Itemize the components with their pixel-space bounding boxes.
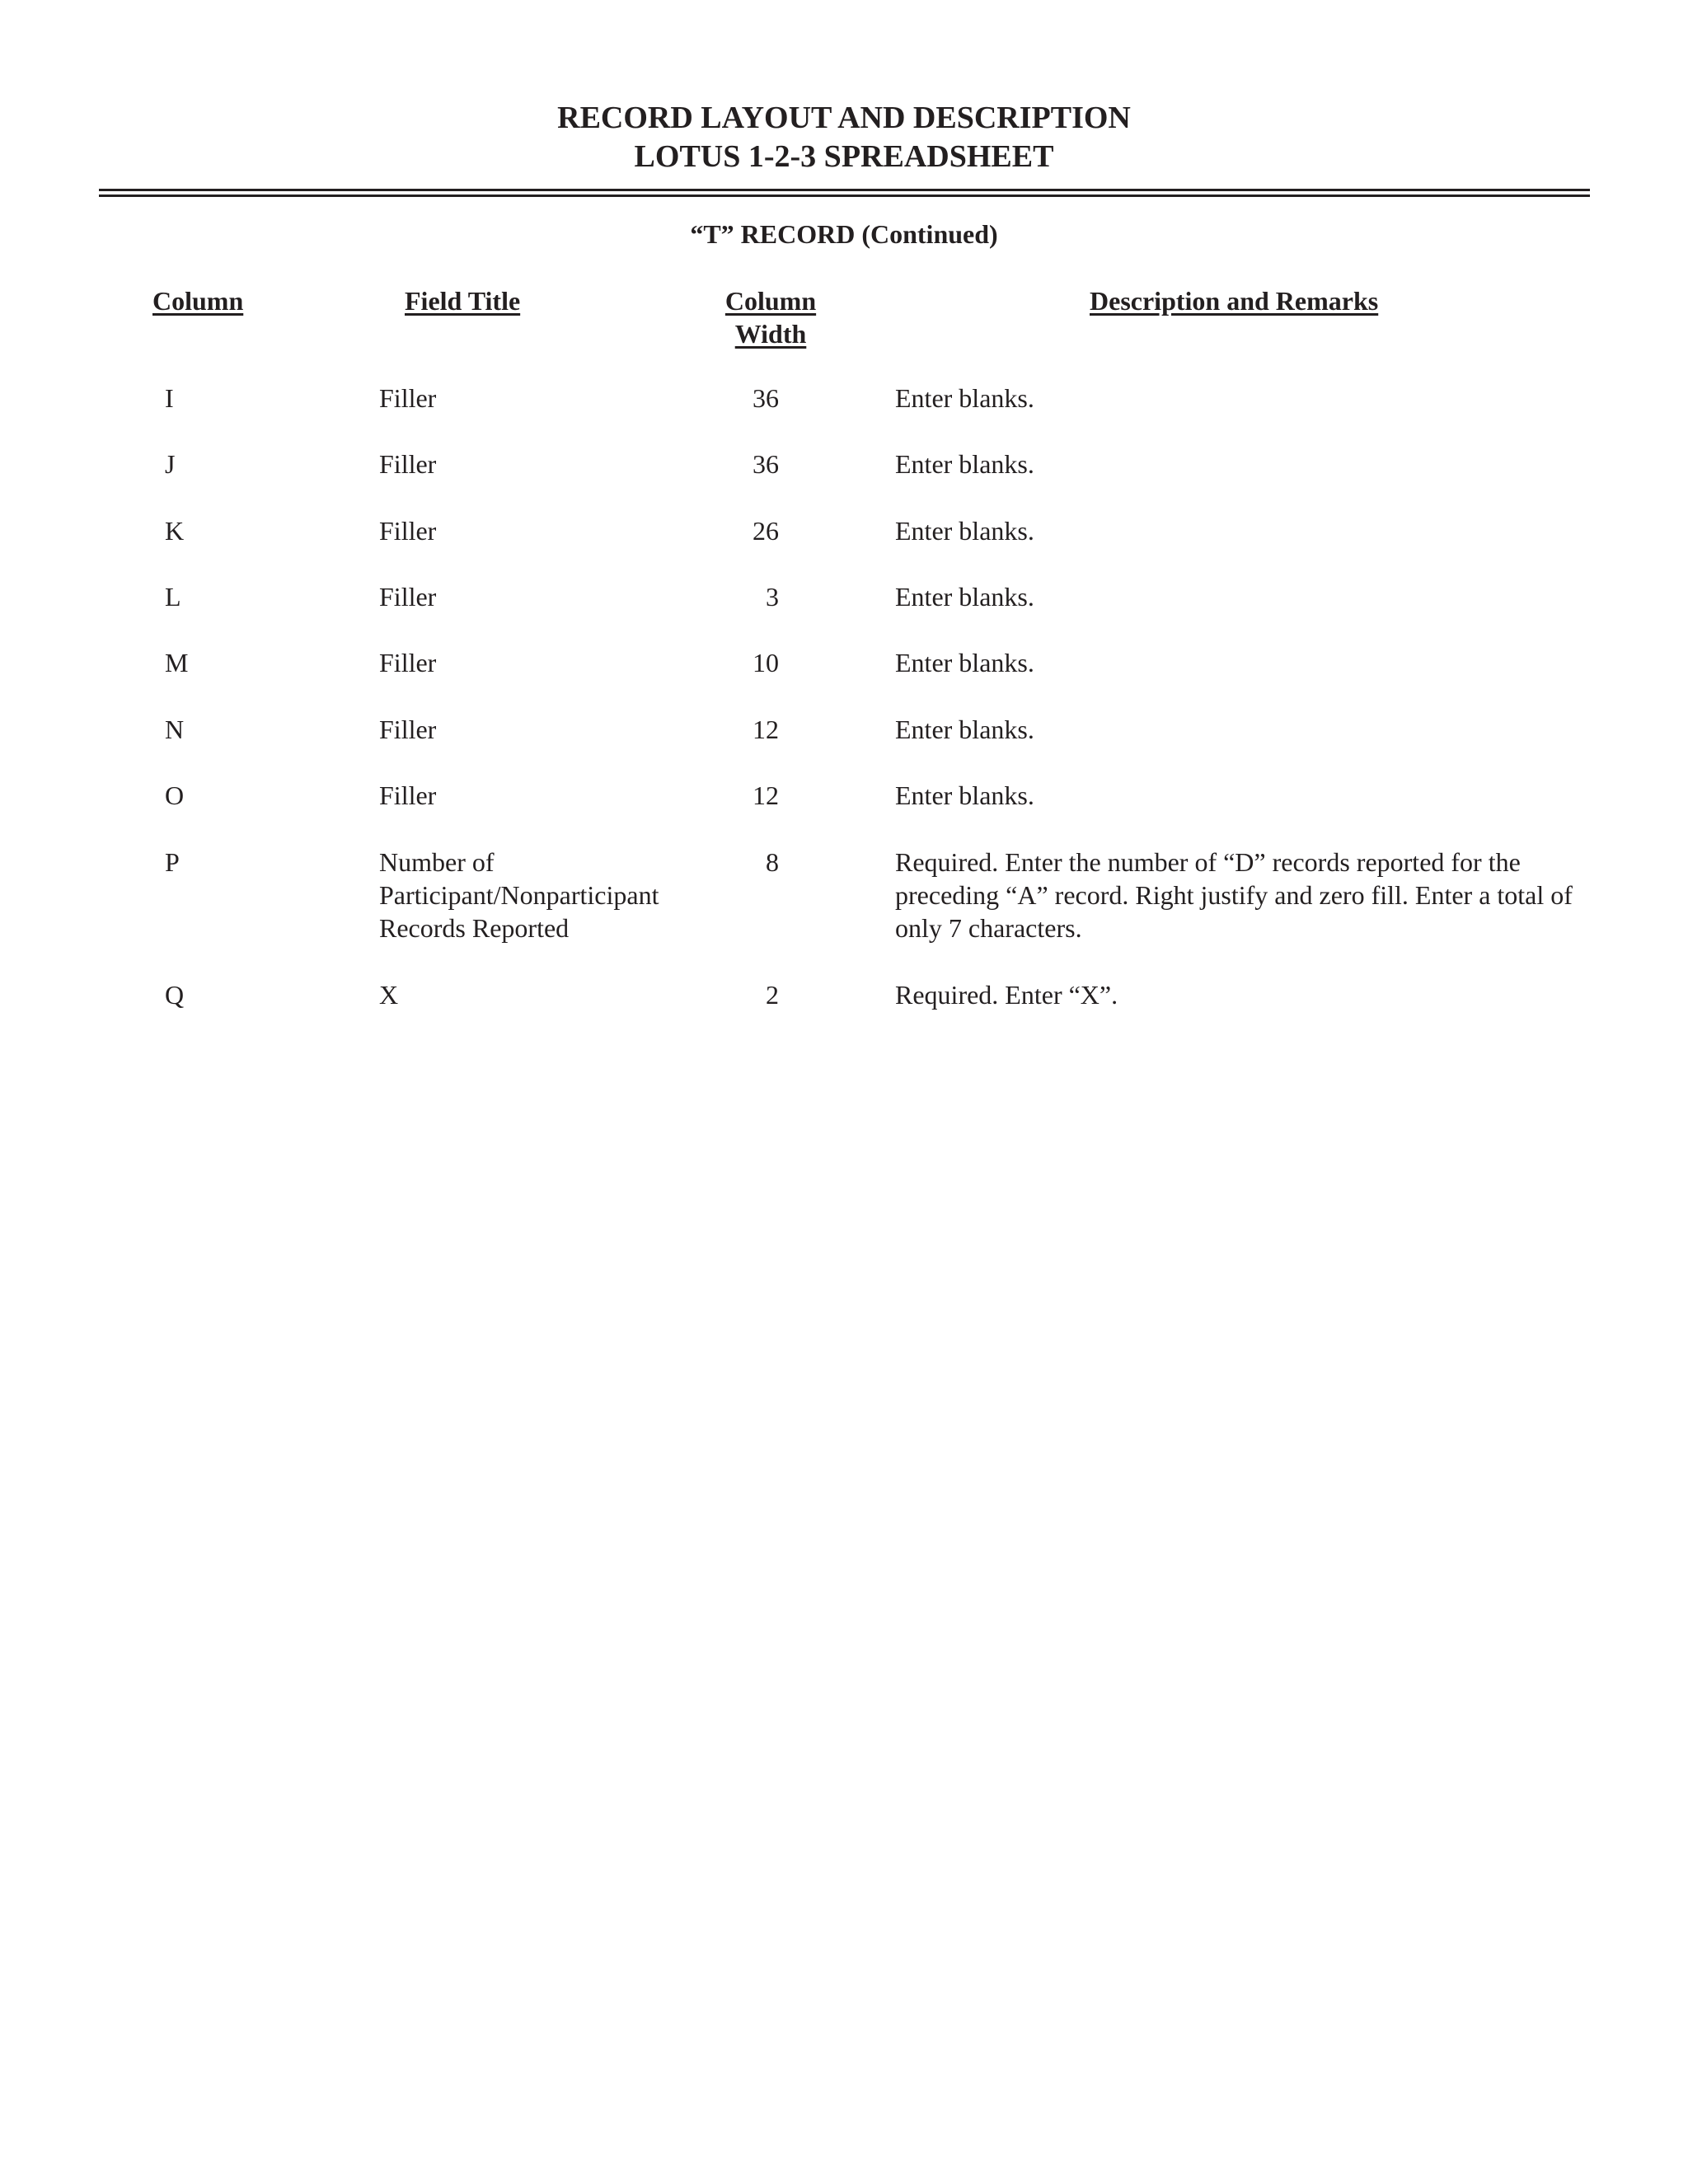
column-header-column-width [709, 284, 832, 350]
row-description: Enter blanks. [895, 449, 1034, 479]
row-column: K [165, 516, 185, 546]
row-field-title: Filler [379, 516, 437, 546]
row-column: Q [165, 980, 185, 1010]
row-description: Enter blanks. [895, 582, 1034, 612]
row-field-title: Filler [379, 449, 437, 479]
column-header-column-width-line-1: Column [724, 286, 817, 316]
page-title-line-1: RECORD LAYOUT AND DESCRIPTION [557, 101, 1131, 135]
row-column: P [165, 847, 180, 877]
row-column-width: 36 [753, 383, 779, 413]
column-header-column-width-line-2: Width [734, 319, 807, 349]
header-rule-bottom [99, 194, 1590, 197]
row-column: I [165, 383, 174, 413]
row-column-width: 26 [753, 516, 779, 546]
row-column: O [165, 780, 185, 810]
row-field-title: Filler [379, 648, 437, 677]
row-description: Enter blanks. [895, 516, 1034, 546]
row-field-title: Filler [379, 715, 437, 744]
row-column-width: 12 [753, 715, 779, 744]
section-title: “T” RECORD (Continued) [690, 219, 998, 249]
row-field-title: X [379, 980, 399, 1010]
row-description: Enter blanks. [895, 780, 1034, 810]
row-column-width: 10 [753, 648, 779, 677]
row-description: Enter blanks. [895, 383, 1034, 413]
row-description: Enter blanks. [895, 648, 1034, 677]
row-column: L [165, 582, 181, 612]
row-column-width: 8 [766, 847, 779, 877]
row-field-title: Number of Participant/Nonparticipant Records Reported [379, 847, 659, 943]
row-column: N [165, 715, 185, 744]
row-field-title: Filler [379, 780, 437, 810]
row-field-title: Filler [379, 383, 437, 413]
row-column-width: 12 [753, 780, 779, 810]
column-header-column: Column [152, 286, 244, 316]
row-column-width: 36 [753, 449, 779, 479]
row-column-width: 2 [766, 980, 779, 1010]
row-column: J [165, 449, 176, 479]
row-description: Required. Enter the number of “D” records reported for the preceding “A” record. Right justify and zero fill. Enter a total of only 7 characters. [895, 847, 1573, 943]
row-column: M [165, 648, 189, 677]
row-column-width: 3 [766, 582, 779, 612]
header-rule-top [99, 189, 1590, 191]
row-field-title: Filler [379, 582, 437, 612]
page-title-line-2: LOTUS 1-2-3 SPREADSHEET [634, 139, 1054, 174]
column-header-field-title: Field Title [405, 286, 521, 316]
column-header-description: Description and Remarks [1090, 286, 1379, 316]
row-description: Required. Enter “X”. [895, 980, 1118, 1010]
row-description: Enter blanks. [895, 715, 1034, 744]
